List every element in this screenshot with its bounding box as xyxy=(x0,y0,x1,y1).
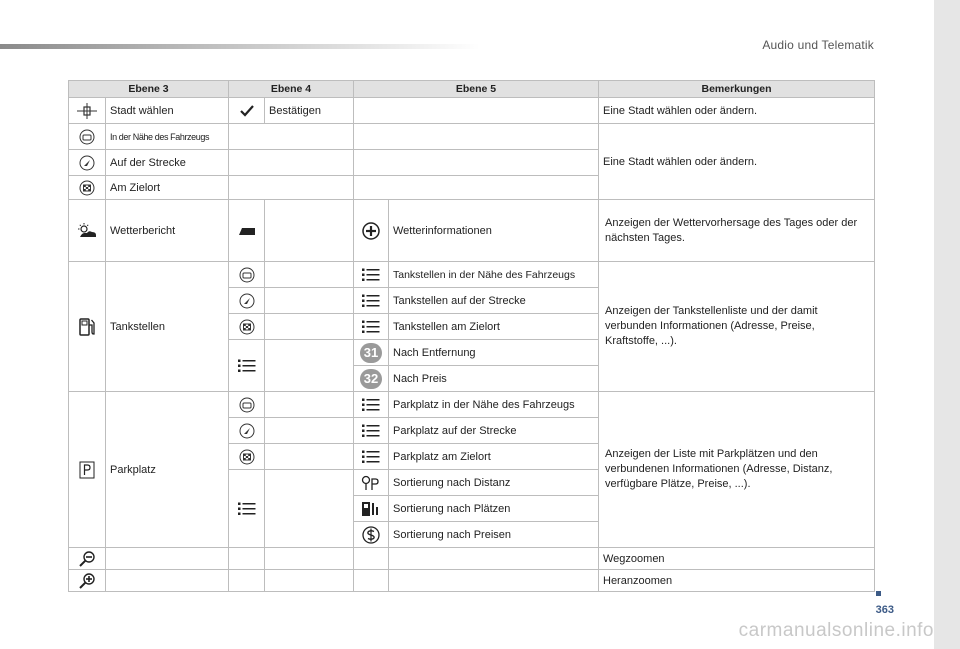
list-icon xyxy=(354,418,389,444)
remark-fuel: Anzeigen der Tankstellenliste und der damit verbunden Informationen (Adresse, Preise, Kraftstoffe, ...). xyxy=(599,262,875,392)
distance-pin-icon xyxy=(354,470,389,496)
empty-cell xyxy=(265,570,354,592)
city-select-label: Stadt wählen xyxy=(106,98,229,124)
badge-31-icon xyxy=(354,340,389,366)
route-icon xyxy=(69,150,106,176)
table-row xyxy=(69,98,875,124)
vehicle-icon xyxy=(229,262,265,288)
empty-cell xyxy=(106,570,229,592)
list-icon xyxy=(354,262,389,288)
fuel-station-label: Tankstellen xyxy=(106,262,229,392)
vehicle-icon xyxy=(69,124,106,150)
header-level-3: Ebene 3 xyxy=(69,81,229,98)
empty-cell xyxy=(265,418,354,444)
parking-spaces-icon xyxy=(354,496,389,522)
parking-sort-spaces-label: Sortierung nach Plätzen xyxy=(389,496,599,522)
empty-cell xyxy=(229,176,354,200)
table-row xyxy=(69,124,875,150)
page-marker xyxy=(876,591,881,596)
empty-cell xyxy=(229,570,265,592)
dollar-circle-icon xyxy=(354,522,389,548)
table-row xyxy=(69,262,875,288)
remark-weather: Anzeigen der Wettervorhersage des Tages oder der nächsten Tages. xyxy=(599,200,875,262)
zoom-in-icon xyxy=(69,570,106,592)
badge-distance: 31 xyxy=(360,343,382,363)
fuel-station-icon xyxy=(69,262,106,392)
vehicle-icon xyxy=(229,392,265,418)
empty-cell xyxy=(389,570,599,592)
sort-list-icon xyxy=(229,470,265,548)
weather-label: Wetterbericht xyxy=(106,200,229,262)
empty-cell xyxy=(265,200,354,262)
empty-cell xyxy=(265,288,354,314)
list-icon xyxy=(354,392,389,418)
header-remarks: Bemerkungen xyxy=(599,81,875,98)
check-icon xyxy=(229,98,265,124)
watermark: carmanualsonline.info xyxy=(738,620,934,641)
plus-circle-icon xyxy=(354,200,389,262)
weather-icon xyxy=(69,200,106,262)
list-icon xyxy=(354,314,389,340)
empty-cell xyxy=(265,314,354,340)
empty-cell xyxy=(229,124,354,150)
weather-option-icon xyxy=(229,200,265,262)
parking-at-destination-label: Parkplatz am Zielort xyxy=(389,444,599,470)
empty-cell xyxy=(265,340,354,392)
empty-cell xyxy=(354,176,599,200)
empty-cell xyxy=(265,548,354,570)
remark-city-change: Eine Stadt wählen oder ändern. xyxy=(599,124,875,200)
empty-cell xyxy=(354,98,599,124)
city-near-vehicle-label: In der Nähe des Fahrzeugs xyxy=(106,124,229,150)
table-header-row xyxy=(69,81,875,98)
badge-price: 32 xyxy=(360,369,382,389)
table-row xyxy=(69,392,875,418)
empty-cell xyxy=(354,124,599,150)
badge-32-icon xyxy=(354,366,389,392)
header-level-5: Ebene 5 xyxy=(354,81,599,98)
empty-cell xyxy=(265,470,354,548)
table-row xyxy=(69,548,875,570)
fuel-by-price-label: Nach Preis xyxy=(389,366,599,392)
zoom-in-label: Heranzoomen xyxy=(599,570,875,592)
empty-cell xyxy=(229,548,265,570)
empty-cell xyxy=(389,548,599,570)
sort-list-icon xyxy=(229,340,265,392)
parking-sort-price-label: Sortierung nach Preisen xyxy=(389,522,599,548)
empty-cell xyxy=(229,150,354,176)
header-gradient-bar xyxy=(0,44,480,49)
city-select-icon xyxy=(69,98,106,124)
fuel-near-vehicle-label: Tankstellen in der Nähe des Fahrzeugs xyxy=(389,262,599,288)
remark-parking: Anzeigen der Liste mit Parkplätzen und den verbundenen Informationen (Adresse, Distanz, verfügbare Plätze, Preise, ...). xyxy=(599,392,875,548)
list-icon xyxy=(354,288,389,314)
fuel-by-distance-label: Nach Entfernung xyxy=(389,340,599,366)
parking-near-vehicle-label: Parkplatz in der Nähe des Fahrzeugs xyxy=(389,392,599,418)
route-icon xyxy=(229,288,265,314)
empty-cell xyxy=(354,150,599,176)
confirm-label: Bestätigen xyxy=(265,98,354,124)
parking-sort-distance-label: Sortierung nach Distanz xyxy=(389,470,599,496)
section-title: Audio und Telematik xyxy=(762,38,874,52)
parking-icon xyxy=(69,392,106,548)
city-on-route-label: Auf der Strecke xyxy=(106,150,229,176)
fuel-at-destination-label: Tankstellen am Zielort xyxy=(389,314,599,340)
side-strip xyxy=(934,0,960,649)
empty-cell xyxy=(354,570,389,592)
parking-label: Parkplatz xyxy=(106,392,229,548)
city-at-destination-label: Am Zielort xyxy=(106,176,229,200)
empty-cell xyxy=(354,548,389,570)
destination-icon xyxy=(69,176,106,200)
table-row xyxy=(69,200,875,262)
fuel-on-route-label: Tankstellen auf der Strecke xyxy=(389,288,599,314)
zoom-out-label: Wegzoomen xyxy=(599,548,875,570)
empty-cell xyxy=(106,548,229,570)
zoom-out-icon xyxy=(69,548,106,570)
empty-cell xyxy=(265,444,354,470)
route-icon xyxy=(229,418,265,444)
table-row xyxy=(69,570,875,592)
destination-icon xyxy=(229,314,265,340)
navigation-menu-table xyxy=(68,80,875,592)
list-icon xyxy=(354,444,389,470)
empty-cell xyxy=(265,262,354,288)
weather-info-label: Wetterinformationen xyxy=(389,200,599,262)
header-level-4: Ebene 4 xyxy=(229,81,354,98)
destination-icon xyxy=(229,444,265,470)
parking-on-route-label: Parkplatz auf der Strecke xyxy=(389,418,599,444)
remark-city-select: Eine Stadt wählen oder ändern. xyxy=(599,98,875,124)
page-number: 363 xyxy=(875,604,894,616)
empty-cell xyxy=(265,392,354,418)
